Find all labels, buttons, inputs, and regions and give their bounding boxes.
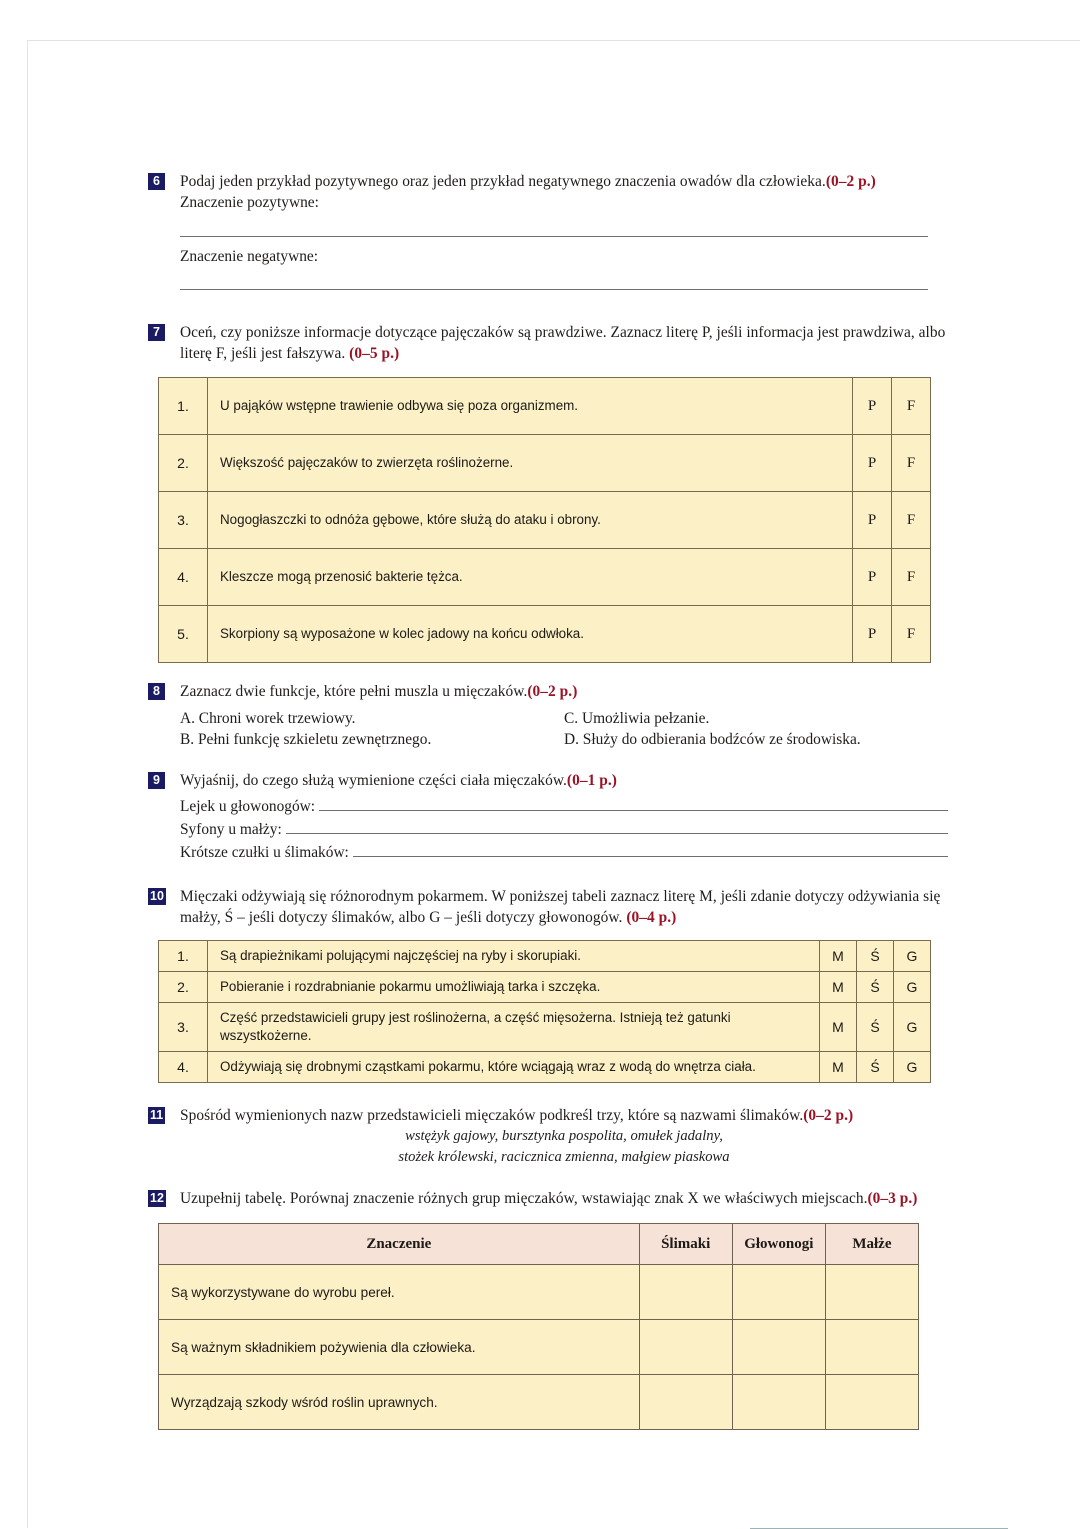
question-9-field-siphons	[148, 818, 948, 841]
table-row	[159, 1003, 931, 1052]
answer-cell-glowonogi[interactable]	[732, 1320, 825, 1375]
answer-option-m[interactable]: M	[820, 972, 857, 1003]
table-row	[159, 1320, 919, 1375]
answer-option-p[interactable]: P	[853, 435, 892, 492]
table-row	[159, 378, 931, 435]
field-label: Lejek u głowonogów:	[180, 798, 316, 815]
column-header-znaczenie: Znaczenie	[159, 1224, 640, 1265]
question-12-table	[158, 1223, 919, 1430]
question-11-prompt: Spośród wymienionych nazw przedstawicieli mięczaków podkreśl trzy, które są nazwami ślimaków.	[180, 1107, 804, 1124]
row-label: Są wykorzystywane do wyrobu pereł.	[159, 1265, 640, 1320]
row-number: 2.	[159, 972, 208, 1003]
question-6-prompt: Podaj jeden przykład pozytywnego oraz jeden przykład negatywnego znaczenia owadów dla człowieka.	[180, 173, 826, 190]
question-9-field-funnel	[148, 795, 948, 818]
question-6-negative-label: Znaczenie negatywne:	[180, 248, 319, 265]
question-8-points: (0–2 p.)	[527, 683, 578, 700]
question-9-points: (0–1 p.)	[566, 772, 617, 789]
option-a[interactable]: A. Chroni worek trzewiowy.	[180, 710, 356, 727]
row-number: 3.	[159, 1003, 208, 1052]
answer-option-s[interactable]: Ś	[857, 972, 894, 1003]
row-statement: Są drapieżnikami polującymi najczęściej na ryby i skorupiaki.	[208, 941, 820, 972]
row-statement: Część przedstawicieli grupy jest roślinożerna, a część mięsożerna. Istnieją też gatunki wszystkożerne.	[208, 1003, 820, 1052]
question-11-number: 11	[150, 1108, 164, 1122]
question-9-number: 9	[148, 772, 165, 789]
question-12-points: (0–3 p.)	[867, 1190, 918, 1207]
row-statement: Pobieranie i rozdrabnianie pokarmu umożliwiają tarka i szczęka.	[208, 972, 820, 1003]
question-9-field-tentacles	[148, 841, 948, 864]
answer-cell-malze[interactable]	[825, 1265, 918, 1320]
question-11-header	[148, 1105, 948, 1126]
row-number: 5.	[159, 606, 208, 663]
question-6-number: 6	[148, 173, 165, 190]
question-11-species-line-2[interactable]: stożek królewski, racicznica zmienna, małgiew piaskowa	[398, 1149, 730, 1165]
question-8-header	[148, 681, 948, 702]
question-12-prompt: Uzupełnij tabelę. Porównaj znaczenie różnych grup mięczaków, wstawiając znak X we właściwych miejscach.	[180, 1190, 868, 1207]
answer-cell-glowonogi[interactable]	[732, 1265, 825, 1320]
question-9-header	[148, 770, 948, 791]
question-8-options-left	[180, 708, 564, 750]
option-c[interactable]: C. Umożliwia pełzanie.	[564, 710, 710, 727]
row-number: 3.	[159, 492, 208, 549]
answer-option-s[interactable]: Ś	[857, 941, 894, 972]
page-sheet	[27, 40, 1080, 1528]
answer-cell-slimaki[interactable]	[639, 1265, 732, 1320]
table-row	[159, 1375, 919, 1430]
answer-option-f[interactable]: F	[892, 378, 931, 435]
row-number: 2.	[159, 435, 208, 492]
answer-option-g[interactable]: G	[894, 941, 931, 972]
answer-option-m[interactable]: M	[820, 1003, 857, 1052]
field-answer-line[interactable]	[286, 818, 948, 834]
field-answer-line[interactable]	[353, 841, 948, 857]
answer-option-m[interactable]: M	[820, 941, 857, 972]
row-statement: Skorpiony są wyposażone w kolec jadowy na końcu odwłoka.	[208, 606, 853, 663]
question-6-positive-label: Znaczenie pozytywne:	[180, 194, 319, 211]
answer-option-p[interactable]: P	[853, 549, 892, 606]
table-row	[159, 549, 931, 606]
option-d[interactable]: D. Służy do odbierania bodźców ze środowiska.	[564, 731, 861, 748]
field-answer-line[interactable]	[319, 795, 948, 811]
question-12-number: 12	[150, 1191, 165, 1205]
answer-option-f[interactable]: F	[892, 492, 931, 549]
table-row	[159, 492, 931, 549]
answer-option-f[interactable]: F	[892, 549, 931, 606]
answer-option-g[interactable]: G	[894, 1052, 931, 1083]
question-12-header	[148, 1188, 948, 1209]
answer-option-p[interactable]: P	[853, 492, 892, 549]
question-6-points: (0–2 p.)	[825, 173, 876, 190]
row-statement: Odżywiają się drobnymi cząstkami pokarmu, które wciągają wraz z wodą do wnętrza ciała.	[208, 1052, 820, 1083]
question-7	[148, 322, 948, 663]
question-12	[148, 1188, 948, 1430]
question-11-points: (0–2 p.)	[803, 1107, 854, 1124]
answer-cell-slimaki[interactable]	[639, 1375, 732, 1430]
answer-cell-malze[interactable]	[825, 1375, 918, 1430]
table-row	[159, 1265, 919, 1320]
row-statement: Kleszcze mogą przenosić bakterie tężca.	[208, 549, 853, 606]
column-header-slimaki: Ślimaki	[639, 1224, 732, 1265]
question-7-points: (0–5 p.)	[349, 345, 400, 362]
answer-cell-slimaki[interactable]	[639, 1320, 732, 1375]
row-label: Wyrządzają szkody wśród roślin uprawnych.	[159, 1375, 640, 1430]
row-number: 1.	[159, 378, 208, 435]
table-row	[159, 606, 931, 663]
row-number: 4.	[159, 549, 208, 606]
answer-option-f[interactable]: F	[892, 606, 931, 663]
row-number: 4.	[159, 1052, 208, 1083]
option-b[interactable]: B. Pełni funkcję szkieletu zewnętrznego.	[180, 731, 432, 748]
row-statement: U pająków wstępne trawienie odbywa się poza organizmem.	[208, 378, 853, 435]
question-11	[148, 1105, 948, 1168]
answer-option-g[interactable]: G	[894, 1003, 931, 1052]
answer-option-g[interactable]: G	[894, 972, 931, 1003]
answer-option-s[interactable]: Ś	[857, 1003, 894, 1052]
field-label: Krótsze czułki u ślimaków:	[180, 844, 349, 861]
column-header-malze: Małże	[825, 1224, 918, 1265]
question-7-prompt: Oceń, czy poniższe informacje dotyczące pajęczaków są prawdziwe. Zaznacz literę P, jeśli informacja jest prawdziwa, albo literę F, jeśli jest fałszywa.	[180, 324, 946, 362]
question-8-number: 8	[148, 683, 165, 700]
answer-option-m[interactable]: M	[820, 1052, 857, 1083]
question-11-species-line-1[interactable]: wstężyk gajowy, bursztynka pospolita, omułek jadalny,	[405, 1128, 723, 1144]
answer-cell-glowonogi[interactable]	[732, 1375, 825, 1430]
table-row	[159, 435, 931, 492]
table-row	[159, 972, 931, 1003]
row-statement: Większość pajęczaków to zwierzęta roślinożerne.	[208, 435, 853, 492]
question-10-table	[158, 940, 931, 1083]
question-9	[148, 770, 948, 864]
field-label: Syfony u małży:	[180, 821, 282, 838]
answer-option-p[interactable]: P	[853, 378, 892, 435]
question-7-table	[158, 377, 931, 663]
question-10-points: (0–4 p.)	[626, 909, 677, 926]
row-statement: Nogogłaszczki to odnóża gębowe, które służą do ataku i obrony.	[208, 492, 853, 549]
answer-cell-malze[interactable]	[825, 1320, 918, 1375]
row-label: Są ważnym składnikiem pożywienia dla człowieka.	[159, 1320, 640, 1375]
answer-option-s[interactable]: Ś	[857, 1052, 894, 1083]
question-7-number: 7	[148, 324, 165, 341]
table-row	[159, 1052, 931, 1083]
question-8	[148, 681, 948, 750]
question-9-prompt: Wyjaśnij, do czego służą wymienione części ciała mięczaków.	[180, 772, 567, 789]
column-header-glowonogi: Głowonogi	[732, 1224, 825, 1265]
question-8-prompt: Zaznacz dwie funkcje, które pełni muszla u mięczaków.	[180, 683, 528, 700]
question-8-options	[148, 708, 948, 750]
question-8-options-right	[564, 708, 948, 750]
question-6	[148, 171, 948, 290]
question-6-header	[148, 171, 948, 192]
row-number: 1.	[159, 941, 208, 972]
question-6-negative-answer-line[interactable]	[180, 289, 928, 290]
question-10-number: 10	[150, 889, 165, 903]
question-7-header	[148, 322, 948, 364]
question-10	[148, 886, 948, 1083]
question-10-prompt: Mięczaki odżywiają się różnorodnym pokarmem. W poniższej tabeli zaznacz literę M, jeśli zdanie dotyczy odżywiania się małży, Ś – jeśli dotyczy ślimaków, albo G – jeśli dotyczy głowonogów.	[180, 888, 941, 926]
worksheet-content	[148, 171, 948, 1430]
answer-option-f[interactable]: F	[892, 435, 931, 492]
table-row	[159, 941, 931, 972]
table-header-row	[159, 1224, 919, 1265]
question-10-header	[148, 886, 948, 928]
answer-option-p[interactable]: P	[853, 606, 892, 663]
